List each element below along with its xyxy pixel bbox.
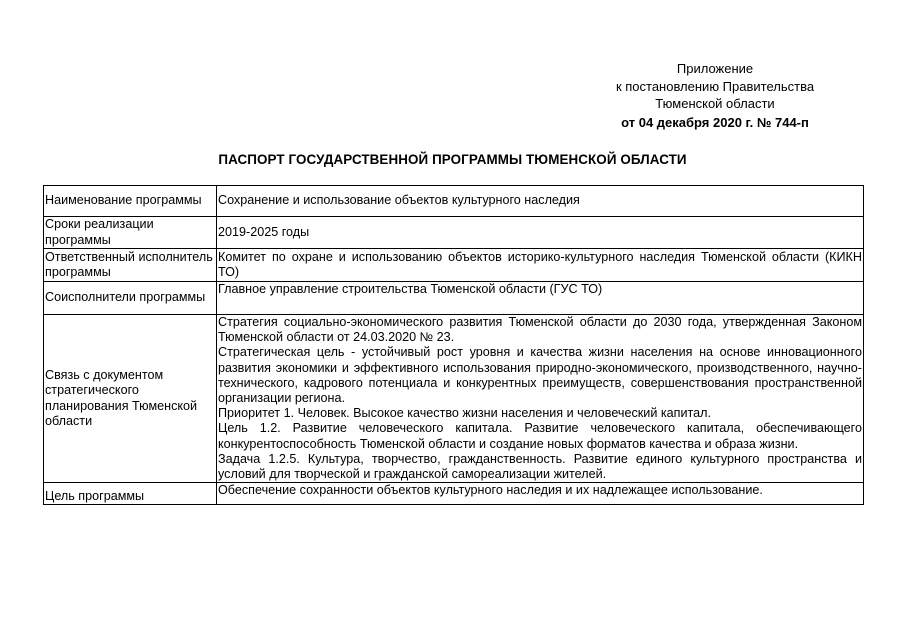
paragraph: Цель 1.2. Развитие человеческого капитала. Развитие человеческого капитала, обеспечивающего конкурентоспособность Тюменской области и создание новых форматов качества и образа жизни. bbox=[218, 421, 862, 451]
appendix-decree-ref: к постановлению Правительства bbox=[615, 78, 815, 94]
row-label: Связь с документом стратегического планирования Тюменской области bbox=[44, 315, 217, 483]
appendix-date-number: от 04 декабря 2020 г. № 744-п bbox=[621, 114, 809, 130]
appendix-region: Тюменской области bbox=[655, 96, 775, 111]
row-value: 2019-2025 годы bbox=[217, 217, 864, 249]
table-row bbox=[44, 315, 864, 483]
table-row bbox=[44, 217, 864, 249]
appendix-title: Приложение bbox=[676, 61, 754, 76]
row-value: Комитет по охране и использованию объектов историко-культурного наследия Тюменской области (КИКН ТО) bbox=[217, 249, 864, 282]
paragraph: Приоритет 1. Человек. Высокое качество жизни населения и человеческий капитал. bbox=[218, 406, 711, 421]
paragraph: Задача 1.2.5. Культура, творчество, гражданственность. Развитие единого культурного пространства и условий для творческой и гражданской самореализации жителей. bbox=[218, 451, 862, 482]
table-row bbox=[44, 483, 864, 505]
document-title: ПАСПОРТ ГОСУДАРСТВЕННОЙ ПРОГРАММЫ ТЮМЕНСКОЙ ОБЛАСТИ bbox=[218, 152, 687, 167]
table-row bbox=[44, 282, 864, 315]
appendix-block bbox=[560, 60, 870, 131]
passport-table bbox=[43, 185, 864, 505]
paragraph: Стратегическая цель - устойчивый рост уровня и качества жизни населения на основе инновационного развития экономики и эффективного использования природно-экономического, производственного, научно-технического, кадрового потенциала и конкурентных преимуществ, совершенствования пространственной организации региона. bbox=[218, 345, 862, 406]
row-label: Наименование программы bbox=[44, 186, 217, 217]
row-value: Сохранение и использование объектов культурного наследия bbox=[217, 186, 864, 217]
table-row bbox=[44, 249, 864, 282]
paragraph: Стратегия социально-экономического развития Тюменской области до 2030 года, утвержденная Законом Тюменской области от 24.03.2020 № 23. bbox=[218, 315, 862, 345]
row-value-paragraphs bbox=[217, 315, 864, 483]
row-label: Ответственный исполнитель программы bbox=[44, 249, 217, 282]
table-row bbox=[44, 186, 864, 217]
row-value: Главное управление строительства Тюменской области (ГУС ТО) bbox=[217, 282, 864, 315]
row-label: Сроки реализации программы bbox=[44, 217, 217, 249]
row-label: Цель программы bbox=[44, 483, 217, 505]
row-label: Соисполнители программы bbox=[44, 282, 217, 315]
row-value: Обеспечение сохранности объектов культурного наследия и их надлежащее использование. bbox=[217, 483, 864, 505]
